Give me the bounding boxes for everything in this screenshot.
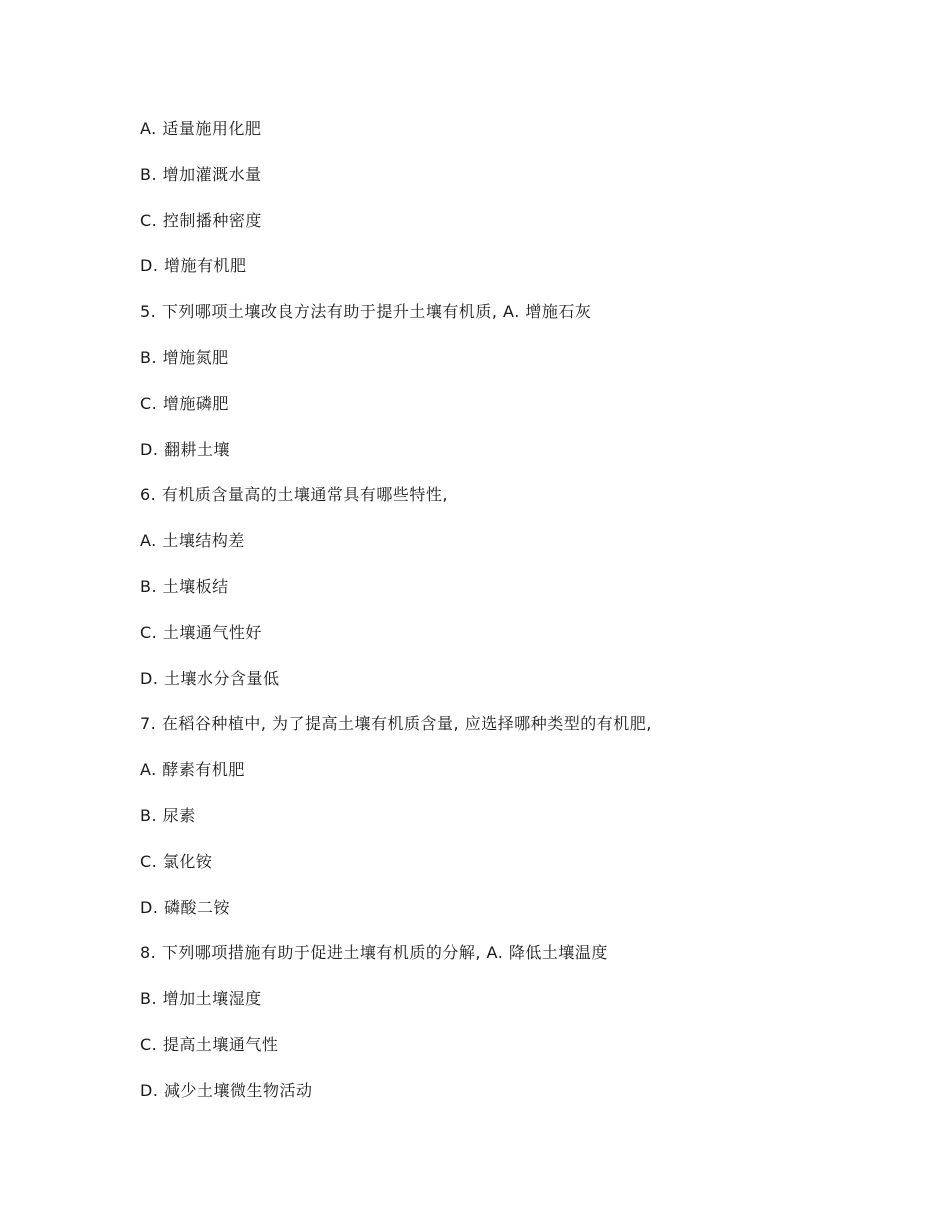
option-b-q6: B. 土壤板结 (140, 576, 229, 596)
option-d-q5: D. 翻耕土壤 (140, 439, 230, 459)
question-list (140, 117, 860, 1125)
question-7: 7. 在稻谷种植中, 为了提高土壤有机质含量, 应选择哪种类型的有机肥, (140, 714, 652, 734)
option-d-q7: D. 磷酸二铵 (140, 897, 230, 917)
question-8: 8. 下列哪项措施有助于促进土壤有机质的分解, A. 降低土壤温度 (140, 943, 608, 963)
option-d-q6: D. 土壤水分含量低 (140, 668, 280, 688)
option-c-q8: C. 提高土壤通气性 (140, 1034, 279, 1054)
question-6: 6. 有机质含量高的土壤通常具有哪些特性, (140, 485, 448, 505)
question-5: 5. 下列哪项土壤改良方法有助于提升土壤有机质, A. 增施石灰 (140, 302, 592, 322)
option-c-q6: C. 土壤通气性好 (140, 622, 262, 642)
option-a-q7: A. 酵素有机肥 (140, 760, 245, 780)
option-d-q8: D. 减少土壤微生物活动 (140, 1080, 313, 1100)
option-c-q7: C. 氯化铵 (140, 851, 213, 871)
option-c-q4: C. 控制播种密度 (140, 210, 262, 230)
option-b-q8: B. 增加土壤湿度 (140, 989, 262, 1009)
option-a-q6: A. 土壤结构差 (140, 531, 245, 551)
option-d-q4: D. 增施有机肥 (140, 256, 247, 276)
option-b-q5: B. 增施氮肥 (140, 347, 229, 367)
option-c-q5: C. 增施磷肥 (140, 393, 229, 413)
option-b-q4: B. 增加灌溉水量 (140, 164, 262, 184)
option-a-q4: A. 适量施用化肥 (140, 119, 262, 138)
option-b-q7: B. 尿素 (140, 805, 196, 825)
